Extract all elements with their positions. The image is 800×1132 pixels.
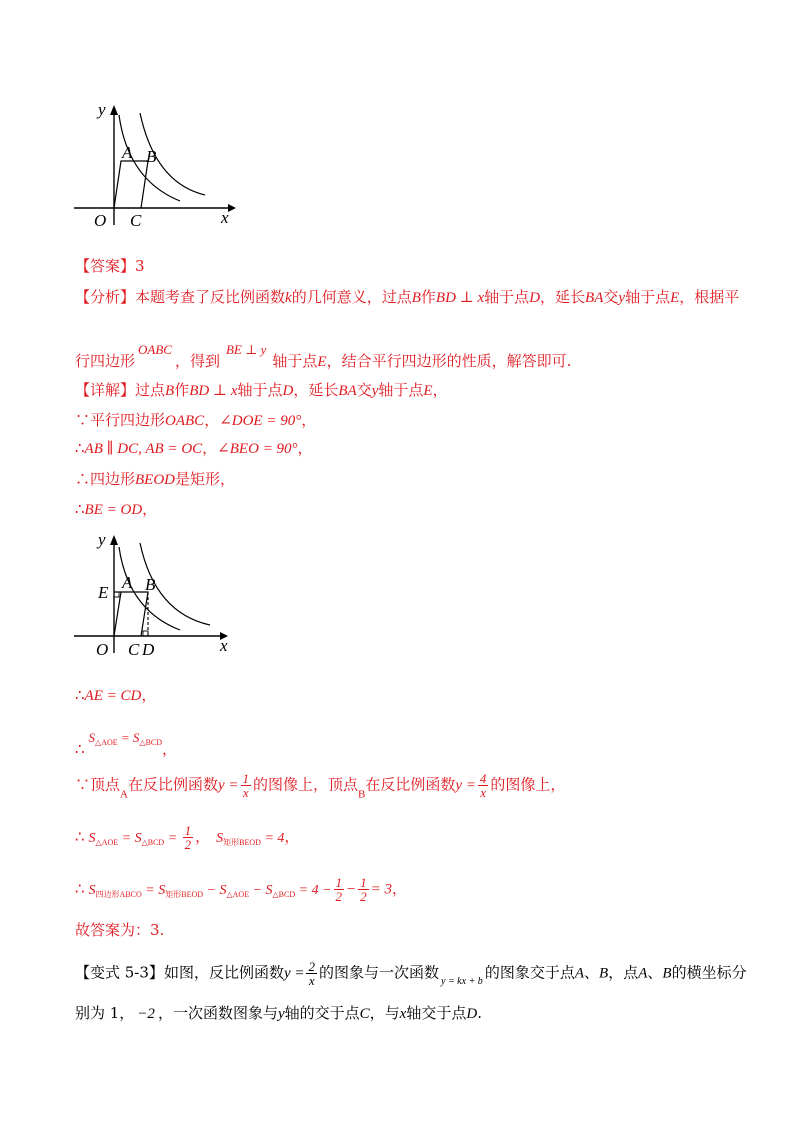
math-expr: ∠BEO = 90° — [217, 441, 298, 457]
variant-text: 、 — [584, 963, 600, 982]
variant-text: ，一次函数图象与 — [157, 1004, 278, 1022]
math-expr: AE = CD — [84, 688, 142, 704]
detail-line-3 — [75, 438, 313, 459]
answer-tag: 【答案】 — [75, 257, 136, 275]
frac-num: 2 — [308, 959, 315, 974]
math-sub: △AOE — [95, 738, 118, 747]
fig2-A: A — [122, 573, 133, 592]
math-y: y — [371, 383, 379, 399]
detail-text: ∴ — [75, 740, 85, 758]
math-expr: ∠DOE = 90° — [219, 413, 302, 429]
math-sub: △BCD — [141, 837, 165, 847]
detail-text: ， — [392, 879, 408, 898]
math-value: −2 — [137, 1006, 155, 1022]
math-sub: 矩形BEOD — [165, 889, 204, 899]
math-eq: = — [164, 830, 181, 846]
math-S: S — [134, 830, 142, 846]
detail-text: 过点 — [135, 381, 166, 399]
final-text: 故答案为：3. — [75, 921, 165, 939]
math-expr: y = kx + b — [441, 975, 483, 987]
variant-tag: 【变式 5-3】 — [75, 963, 164, 982]
math-D: D — [282, 383, 294, 399]
fig2-O: O — [96, 640, 109, 659]
math-expr: BA — [585, 290, 604, 306]
detail-text: 轴于点 — [237, 381, 283, 399]
math-A: A — [120, 788, 128, 801]
math-D: D — [529, 290, 541, 306]
variant-text: 轴交于点 — [406, 1004, 467, 1022]
analysis-text: ，得到 — [174, 352, 220, 370]
math-E: E — [317, 354, 327, 370]
fig2-x: x — [220, 636, 228, 655]
detail-text: 是矩形， — [175, 470, 236, 488]
math-sub: △BCD — [139, 738, 163, 747]
frac-num: 1 — [184, 823, 192, 838]
math-expr: BD ⊥ x — [435, 290, 485, 306]
fig1-x: x — [221, 208, 229, 227]
math-y: y — [277, 1006, 285, 1022]
analysis-tag: 【分析】 — [75, 288, 136, 306]
math-B: B — [358, 788, 366, 801]
math-A: A — [638, 965, 648, 982]
analysis-text: 轴于点 — [484, 288, 530, 306]
detail-line-2 — [75, 410, 316, 431]
detail-line-4 — [75, 469, 235, 490]
detail-text: ， — [202, 439, 218, 457]
math-op: − — [249, 882, 266, 898]
fig2-C: C — [128, 640, 140, 659]
fig1-B: B — [146, 147, 157, 166]
variant-text: ，与 — [369, 1004, 400, 1022]
fig1-O: O — [94, 211, 107, 230]
variant-text: 如图，反比例函数 — [163, 963, 284, 982]
variant-text: 的图象交于点 — [484, 963, 575, 982]
figure-2 — [70, 525, 240, 665]
detail-text: ∴ — [75, 879, 85, 898]
frac-num: 1 — [335, 875, 343, 890]
math-S: S — [88, 830, 96, 846]
detail-line-6 — [75, 685, 156, 706]
detail-text: ∴ — [75, 439, 85, 457]
fig2-y: y — [98, 530, 106, 549]
math-expr: BD ⊥ x — [189, 383, 238, 399]
math-expr: BE ⊥ y — [225, 342, 267, 357]
variant-text: ，点 — [608, 963, 639, 982]
variant-line-1 — [75, 960, 747, 992]
detail-text: 在反比例函数 — [365, 775, 456, 794]
detail-line-9 — [75, 824, 299, 853]
variant-text: 、 — [647, 963, 663, 982]
math-B: B — [165, 383, 175, 399]
detail-text: ， — [141, 686, 157, 704]
detail-line-10 — [75, 876, 407, 905]
frac-den: 2 — [335, 889, 343, 904]
detail-text: ∴ — [75, 827, 85, 846]
detail-text: ，延长 — [293, 381, 339, 399]
detail-text: ， — [284, 827, 300, 846]
math-op: − — [203, 882, 220, 898]
fig1-y: y — [98, 100, 106, 119]
analysis-text: 本题考查了反比例函数 — [135, 288, 286, 306]
detail-line-8 — [75, 772, 565, 805]
fig1-A: A — [122, 143, 133, 162]
detail-line-1 — [75, 380, 448, 401]
answer-line — [75, 256, 145, 276]
math-S: S — [88, 730, 96, 745]
math-S: S — [88, 882, 96, 898]
math-value: = 4 — [260, 830, 285, 846]
math-D: D — [466, 1006, 478, 1022]
math-value: = 4 − — [295, 882, 332, 898]
fig2-D: D — [142, 640, 155, 659]
frac-den: x — [480, 785, 487, 800]
math-eq: = — [117, 730, 133, 745]
math-C: C — [359, 1006, 370, 1022]
variant-text: 别为 1， — [75, 1004, 135, 1022]
math-op: − — [346, 881, 357, 898]
analysis-text: 轴于点 — [625, 288, 671, 306]
analysis-text: 交 — [603, 288, 619, 306]
math-expr: OABC — [165, 413, 205, 429]
analysis-line-1 — [75, 287, 739, 308]
analysis-text: 轴于点 — [272, 352, 318, 370]
math-sub: △AOE — [226, 889, 250, 899]
detail-text: ∴ — [75, 686, 85, 704]
math-S: S — [132, 730, 140, 745]
detail-text: ， — [301, 411, 317, 429]
detail-text: ， — [432, 381, 448, 399]
analysis-line-2 — [75, 340, 571, 372]
detail-text: 作 — [174, 381, 190, 399]
analysis-text: ，延长 — [540, 288, 586, 306]
detail-text: 的图像上， — [490, 775, 566, 794]
math-expr: BA — [338, 383, 357, 399]
math-E: E — [423, 383, 433, 399]
detail-text: ， — [204, 411, 220, 429]
math-B: B — [662, 965, 672, 982]
frac-den: x — [308, 973, 315, 988]
detail-text: ∵顶点 — [75, 775, 121, 794]
detail-text: 在反比例函数 — [127, 775, 218, 794]
variant-text: 的图象与一次函数 — [318, 963, 439, 982]
math-sub: 四边形ABCO — [95, 889, 142, 899]
math-E: E — [670, 290, 680, 306]
fig2-B: B — [145, 575, 156, 594]
analysis-text: ，结合平行四边形的性质，解答即可. — [326, 352, 572, 370]
detail-line-5 — [75, 499, 157, 520]
detail-tag: 【详解】 — [75, 381, 136, 399]
math-S: S — [219, 882, 227, 898]
detail-text: ， — [297, 439, 313, 457]
math-S: S — [216, 830, 224, 846]
detail-text: ∵平行四边形 — [75, 411, 166, 429]
math-expr: y = — [217, 777, 239, 794]
math-B: B — [411, 290, 421, 306]
math-value: = 3 — [370, 881, 393, 898]
detail-text: 轴于点 — [378, 381, 424, 399]
detail-text: ， — [162, 740, 178, 758]
frac-den: 2 — [360, 889, 367, 904]
variant-text: . — [477, 1004, 482, 1022]
detail-line-7 — [75, 728, 177, 759]
frac-num: 4 — [479, 771, 487, 786]
math-y: y — [618, 290, 626, 306]
variant-line-2 — [75, 1003, 482, 1024]
math-sub: △AOE — [95, 837, 119, 847]
frac-den: 2 — [184, 837, 192, 852]
final-answer — [75, 920, 164, 940]
detail-text: ∴ — [75, 500, 85, 518]
math-expr: BE = OD — [84, 502, 143, 518]
analysis-text: ，根据平 — [679, 288, 740, 306]
answer-value: 3 — [135, 257, 145, 275]
math-sub: △BCD — [272, 889, 296, 899]
math-x: x — [399, 1006, 407, 1022]
math-eq: = — [141, 882, 159, 898]
math-eq: = — [118, 830, 135, 846]
detail-text: ， — [142, 500, 158, 518]
math-expr: OABC — [138, 342, 172, 357]
math-expr: BEOD — [135, 472, 176, 488]
frac-num: 1 — [360, 875, 367, 890]
fig2-E: E — [98, 583, 109, 602]
math-B: B — [599, 965, 609, 982]
figure-1 — [70, 95, 240, 230]
analysis-text: 的几何意义，过点 — [291, 288, 412, 306]
frac-den: x — [242, 785, 249, 800]
fig1-C: C — [130, 211, 142, 230]
variant-text: 轴的交于点 — [284, 1004, 360, 1022]
math-k: k — [285, 290, 292, 306]
detail-text: 的图像上，顶点 — [253, 775, 359, 794]
variant-text: 的横坐标分 — [671, 963, 747, 982]
analysis-text: 作 — [420, 288, 436, 306]
frac-num: 1 — [242, 771, 250, 786]
analysis-text: 行四边形 — [75, 352, 136, 370]
math-expr: y = — [283, 965, 305, 982]
math-expr: y = — [455, 777, 476, 794]
math-S: S — [265, 882, 273, 898]
math-A: A — [574, 965, 584, 982]
math-expr: AB ∥ DC, AB = OC — [84, 441, 203, 457]
math-sub: 矩形BEOD — [223, 837, 261, 847]
detail-text: 交 — [356, 381, 372, 399]
math-S: S — [158, 882, 166, 898]
detail-text: ， — [195, 827, 211, 846]
detail-text: ∴四边形 — [75, 470, 136, 488]
